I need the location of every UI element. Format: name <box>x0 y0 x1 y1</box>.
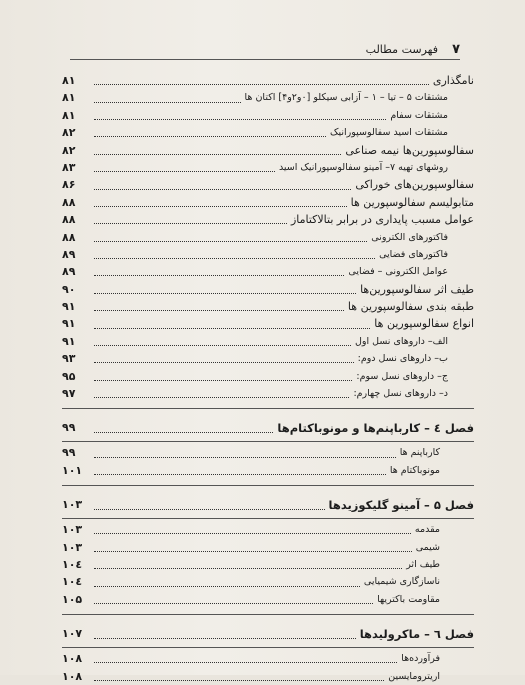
toc-entry-row[interactable] <box>62 194 474 211</box>
toc-entry-label: طیف اثر <box>406 558 440 570</box>
toc-entry-label: الف– داروهای نسل اول <box>354 335 448 347</box>
toc-entry-label: سفالوسپورین‌های خوراکی <box>355 178 474 192</box>
toc-page-number: ۸۳ <box>62 160 76 174</box>
toc-entry-label: مقاومت باکتریها <box>377 593 440 605</box>
toc-entry-label: فصل ٤ – کارباپنم‌ها و مونوباکتام‌ها <box>277 421 474 436</box>
toc-page-number: ۱۰۷ <box>62 627 83 641</box>
toc-entry-label: روشهای تهیه ۷– آمینو سفالوسپورانیک اسید <box>278 161 448 173</box>
toc-page-number: ۸۱ <box>62 108 76 122</box>
dot-leader <box>94 258 375 259</box>
toc-entry-row[interactable] <box>62 350 474 367</box>
toc-entry-row[interactable] <box>62 368 474 385</box>
toc-entry-label: مشتقات سفام <box>390 109 448 121</box>
dot-leader <box>94 84 429 85</box>
toc-entry-label: ج– داروهای نسل سوم: <box>356 370 448 382</box>
chapter-divider <box>62 647 474 648</box>
toc-entry-row[interactable] <box>62 591 474 608</box>
dot-leader <box>94 328 370 329</box>
toc-entry-row[interactable] <box>62 176 474 193</box>
dot-leader <box>94 154 341 155</box>
toc-page-number: ۱۰۳ <box>62 498 83 512</box>
dot-leader <box>94 136 326 137</box>
toc-entry-label: فاکتورهای الکترونی <box>371 231 448 243</box>
toc-entry-row[interactable] <box>62 263 474 280</box>
toc-entry-row[interactable] <box>62 211 474 228</box>
toc-page-number: ۹۳ <box>62 352 76 366</box>
toc-entry-row[interactable] <box>62 229 474 246</box>
dot-leader <box>94 457 396 458</box>
toc-entry-label: طبقه بندی سفالوسپورین ها <box>347 300 474 314</box>
toc-entry-row[interactable] <box>62 246 474 263</box>
toc-page-number: ۸۱ <box>62 74 76 87</box>
chapter-divider <box>62 485 474 486</box>
toc-entry-row[interactable] <box>62 142 474 159</box>
dot-leader <box>94 509 325 510</box>
dot-leader <box>94 397 349 398</box>
toc-chapter-row[interactable] <box>62 494 474 516</box>
toc-page-number: ۸۲ <box>62 143 76 157</box>
toc-entry-label: فاکتورهای فضایی <box>379 248 448 260</box>
toc-entry-label: فصل ٦ – ماکرولیدها <box>359 627 474 642</box>
toc-page-number: ۱۰۵ <box>62 592 83 606</box>
dot-leader <box>94 310 344 311</box>
toc-entry-label: عوامل مسبب پایداری در برابر بتالاکتاماز <box>290 213 474 227</box>
toc-entry-label: نامگذاری <box>432 74 474 87</box>
dot-leader <box>94 189 351 190</box>
dot-leader <box>94 432 273 433</box>
toc-entry-label: سفالوسپورین‌ها نیمه صناعی <box>345 143 474 157</box>
toc-page-number: ۸۹ <box>62 247 76 261</box>
toc-entry-row[interactable] <box>62 315 474 332</box>
toc-entry-row[interactable] <box>62 89 474 106</box>
toc-entry-label: متابولیسم سفالوسپورین ها <box>350 195 474 209</box>
dot-leader <box>94 275 344 276</box>
toc-page-number: ۹۱ <box>62 317 76 331</box>
dot-leader <box>94 119 386 120</box>
toc-entry-label: ناسازگاری شیمیایی <box>363 576 440 588</box>
toc-entry-row[interactable] <box>62 159 474 176</box>
toc-page-number: ۸۸ <box>62 213 76 227</box>
toc-page-number: ۸۱ <box>62 91 76 105</box>
toc-entry-row[interactable] <box>62 333 474 350</box>
chapter-divider <box>62 614 474 615</box>
toc-entry-row[interactable] <box>62 521 474 538</box>
dot-leader <box>94 102 241 103</box>
toc-entry-label: کارباپنم ها <box>399 447 440 459</box>
toc-entry-label: فرآورده‌ها <box>401 653 440 665</box>
toc-entry-label: انواع سفالوسپورین ها <box>374 317 474 331</box>
toc-entry-row[interactable] <box>62 650 474 667</box>
chapter-divider <box>62 408 474 409</box>
toc-page-number: ۱۰۸ <box>62 652 83 666</box>
dot-leader <box>94 533 411 534</box>
dot-leader <box>94 568 402 569</box>
toc-entry-label: مشتقات ۵ – تیا – ۱ – آزابی سیکلو [۰و۲و۴] اکتان ها <box>244 92 448 104</box>
toc-entry-row[interactable] <box>62 573 474 590</box>
toc-page-number: ۹۱ <box>62 334 76 348</box>
toc-entry-label: ب– داروهای نسل دوم: <box>357 353 448 365</box>
toc-entry-row[interactable] <box>62 298 474 315</box>
toc-entry-row[interactable] <box>62 668 474 685</box>
toc-entry-label: د– داروهای نسل چهارم: <box>353 388 448 400</box>
chapter-divider <box>62 518 474 519</box>
toc-entry-label: مشتقات اسید سفالوسپورانیک <box>329 127 448 139</box>
toc-page-number: ۹۹ <box>62 421 76 435</box>
toc-entry-row[interactable] <box>62 72 474 89</box>
toc-page-number: ۱۰٤ <box>62 557 83 571</box>
toc-chapter-row[interactable] <box>62 417 474 439</box>
toc-page-number: ۹۷ <box>62 387 76 401</box>
toc-page-number: ۹۹ <box>62 446 76 460</box>
toc-page-number: ۱۰۸ <box>62 669 83 683</box>
toc-page-number: ۹۰ <box>62 282 76 296</box>
dot-leader <box>94 206 347 207</box>
table-of-contents <box>62 72 474 685</box>
running-title: فهرست مطالب <box>365 43 438 56</box>
toc-entry-row[interactable] <box>62 281 474 298</box>
toc-page-number: ۱۰۳ <box>62 523 83 537</box>
dot-leader <box>94 241 367 242</box>
toc-page-number: ۱۰٤ <box>62 575 83 589</box>
toc-page-number: ۹۵ <box>62 369 76 383</box>
dot-leader <box>94 171 275 172</box>
toc-page-number: ۸۸ <box>62 230 76 244</box>
dot-leader <box>94 603 373 604</box>
toc-page-number: ۸۹ <box>62 265 76 279</box>
dot-leader <box>94 293 356 294</box>
page-header <box>70 42 460 62</box>
page-number: ۷ <box>452 42 460 57</box>
toc-entry-row[interactable] <box>62 462 474 479</box>
toc-entry-row[interactable] <box>62 124 474 141</box>
toc-page-number: ۱۰۳ <box>62 540 83 554</box>
dot-leader <box>94 638 356 639</box>
toc-page-number: ۱۰۱ <box>62 463 83 477</box>
toc-entry-label: عوامل الکترونی – فضایی <box>348 266 448 278</box>
dot-leader <box>94 362 354 363</box>
toc-entry-label: طیف اثر سفالوسپورین‌ها <box>360 282 474 296</box>
dot-leader <box>94 345 351 346</box>
toc-entry-label: مونوباکتام ها <box>389 464 440 476</box>
chapter-divider <box>62 441 474 442</box>
toc-page-number: ۸۲ <box>62 126 76 140</box>
toc-entry-label: شیمی <box>415 541 440 553</box>
header-rule <box>70 59 460 60</box>
toc-page-number: ۸۸ <box>62 195 76 209</box>
dot-leader <box>94 586 360 587</box>
dot-leader <box>94 680 384 681</box>
toc-entry-row[interactable] <box>62 539 474 556</box>
dot-leader <box>94 223 287 224</box>
toc-entry-row[interactable] <box>62 385 474 402</box>
toc-chapter-row[interactable] <box>62 623 474 645</box>
toc-entry-row[interactable] <box>62 556 474 573</box>
toc-page-number: ۸۶ <box>62 178 76 192</box>
dot-leader <box>94 551 412 552</box>
toc-entry-label: مقدمه <box>414 524 440 536</box>
dot-leader <box>94 662 397 663</box>
toc-entry-row[interactable] <box>62 444 474 461</box>
toc-entry-label: فصل ۵ – آمینو گلیکوزیدها <box>328 498 474 513</box>
toc-entry-label: اریترومایسین <box>388 670 440 682</box>
dot-leader <box>94 474 386 475</box>
dot-leader <box>94 380 352 381</box>
toc-page-number: ۹۱ <box>62 300 76 314</box>
toc-entry-row[interactable] <box>62 107 474 124</box>
